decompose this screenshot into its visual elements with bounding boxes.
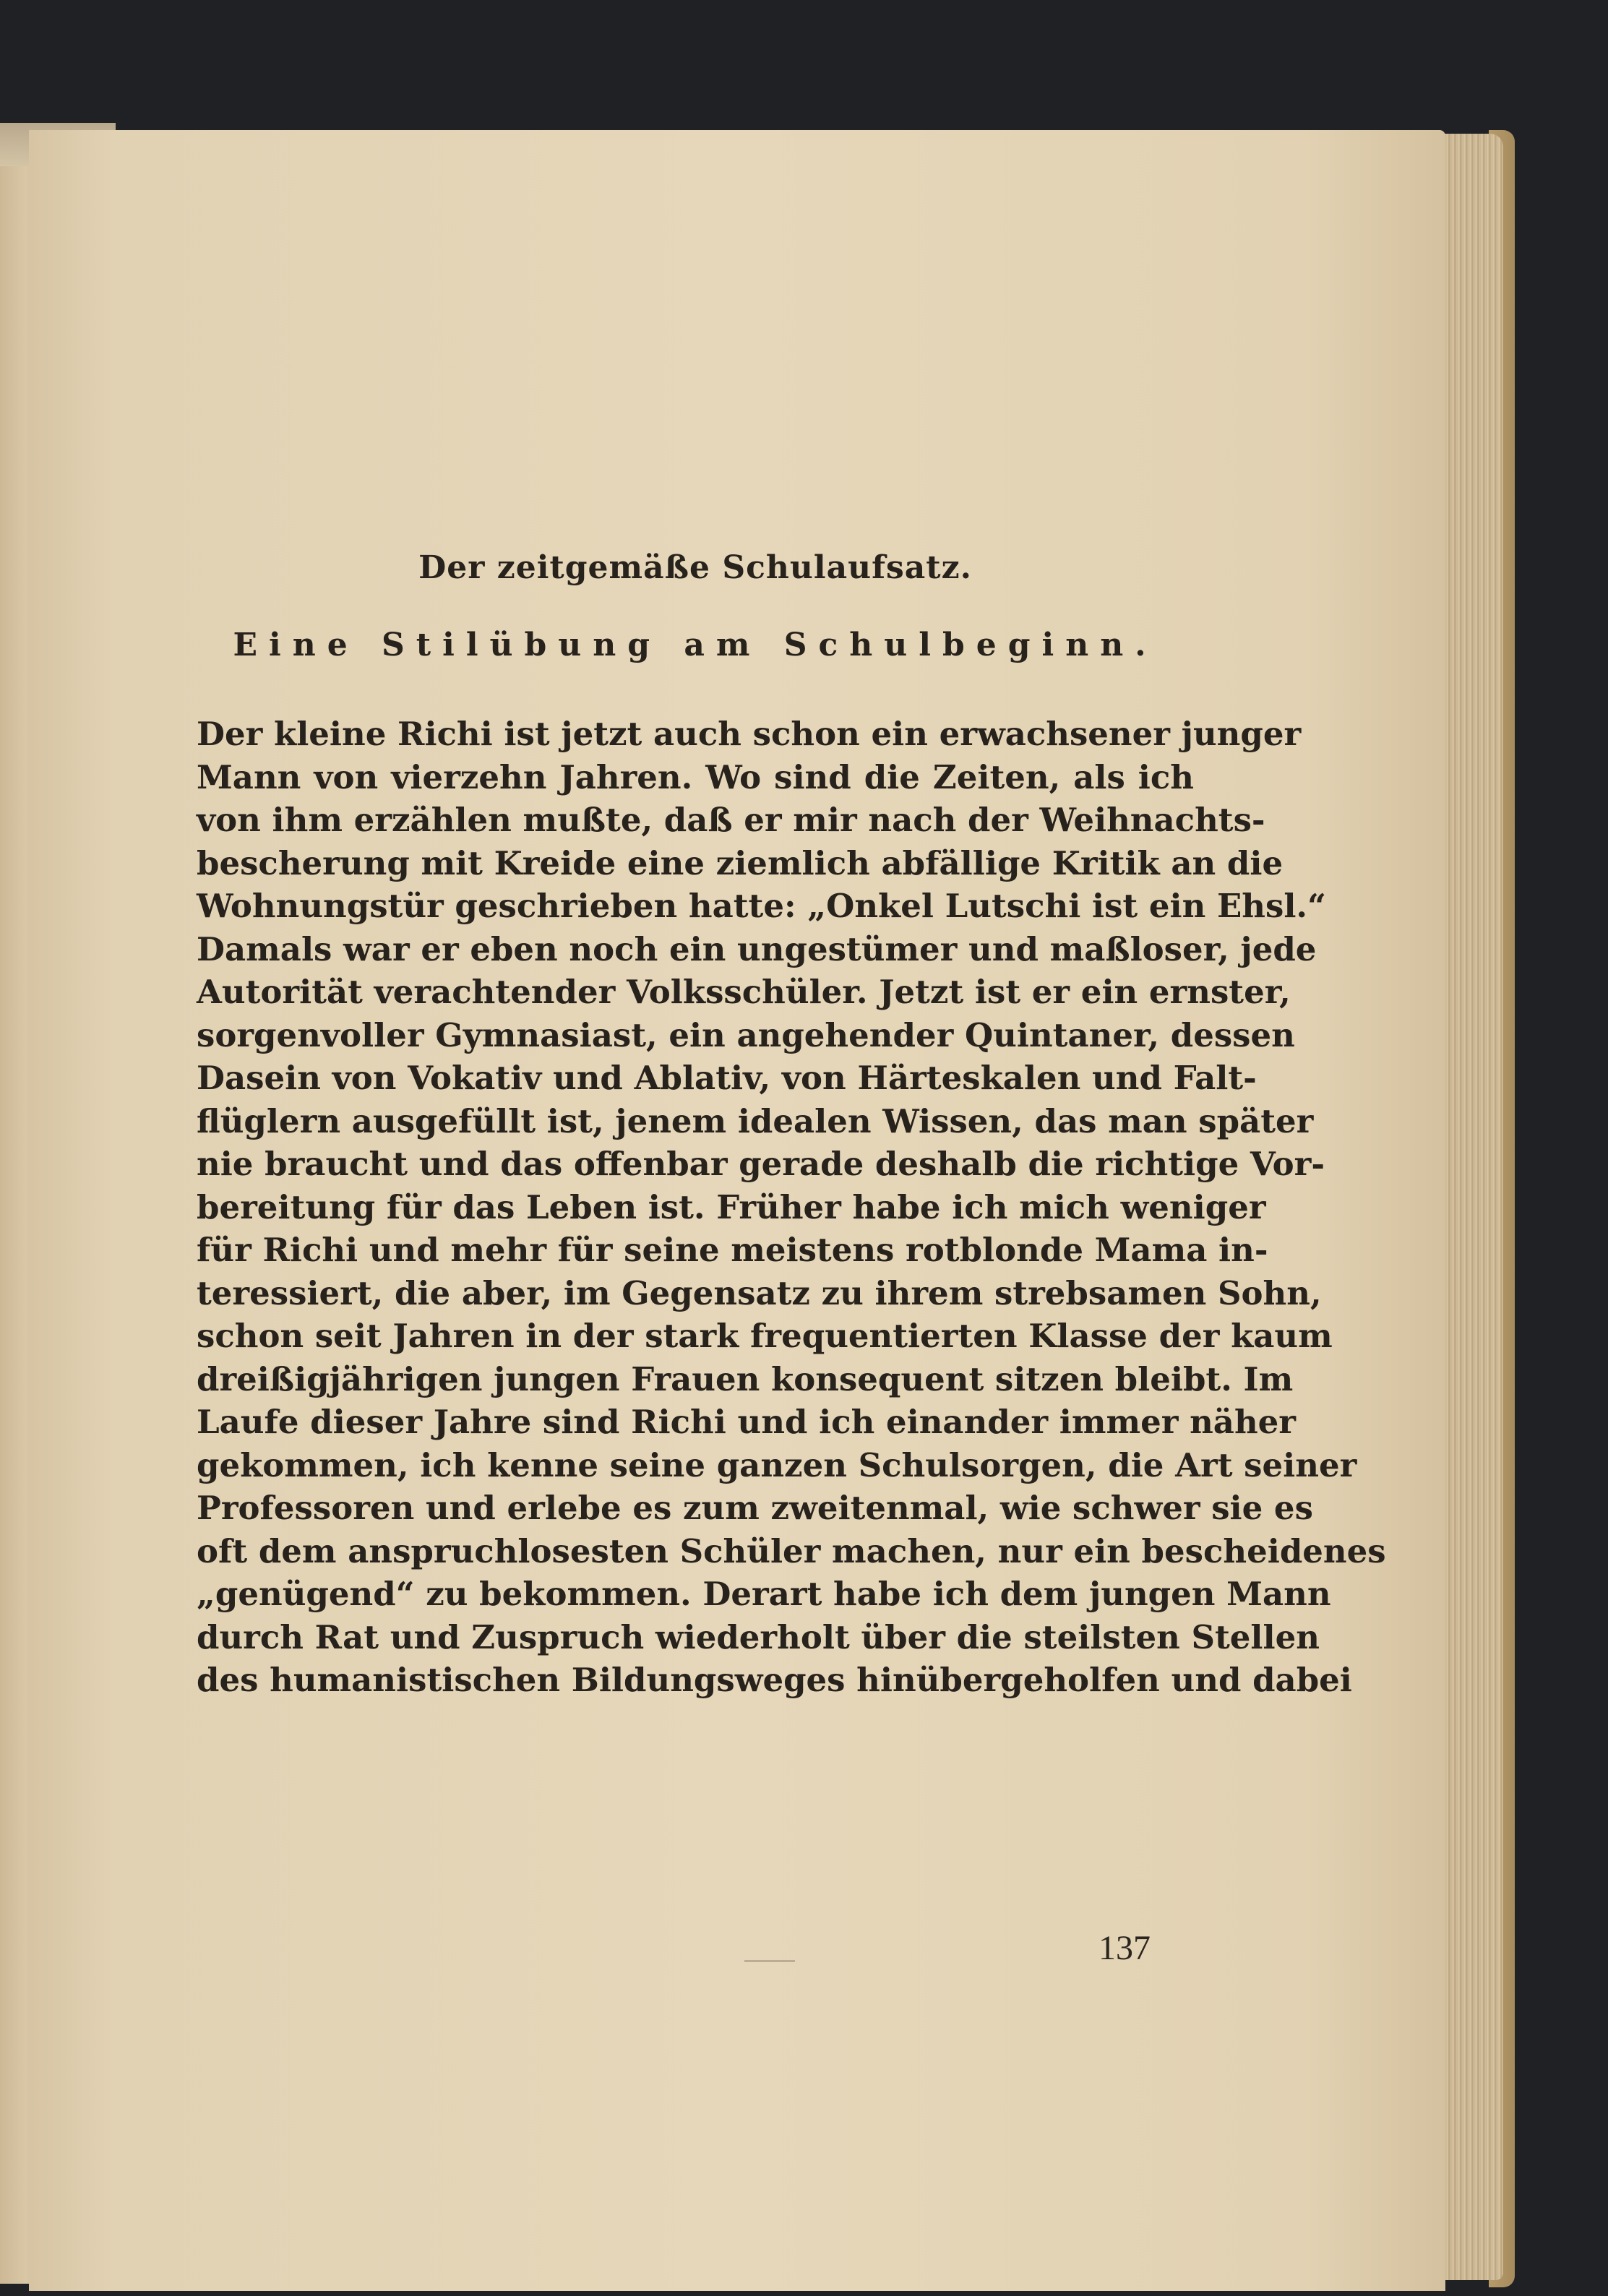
text-line: „genügend“ zu bekommen. Derart habe ich dem jungen Mann: [197, 1575, 1331, 1613]
text-line: gekommen, ich kenne seine ganzen Schulsorgen, die Art seiner: [197, 1445, 1357, 1484]
text-line: Dasein von Vokativ und Ablativ, von Härteskalen und Falt-: [197, 1059, 1257, 1097]
text-line: Laufe dieser Jahre sind Richi und ich einander immer näher: [197, 1403, 1297, 1441]
page-text-block: [197, 549, 1386, 1702]
text-line: dreißigjährigen jungen Frauen konsequent sitzen bleibt. Im: [197, 1359, 1294, 1398]
text-line: Damals war er eben noch ein ungestümer und maßloser, jede: [197, 929, 1317, 968]
text-line: Wohnungstür geschrieben hatte: „Onkel Lutschi ist ein Ehsl.“: [197, 887, 1326, 925]
text-line: flüglern ausgefüllt ist, jenem idealen Wissen, das man später: [197, 1101, 1314, 1140]
text-line: schon seit Jahren in der stark frequentierten Klasse der kaum: [197, 1317, 1333, 1355]
text-line: für Richi und mehr für seine meistens rotblonde Mama in-: [197, 1231, 1268, 1269]
text-line: Der kleine Richi ist jetzt auch schon ein erwachsener junger: [197, 715, 1302, 753]
chapter-title: Der zeitgemäße Schulaufsatz.: [418, 549, 972, 586]
chapter-subtitle: Eine Stilübung am Schulbeginn.: [233, 627, 1158, 663]
text-line: des humanistischen Bildungsweges hinübergeholfen und dabei: [197, 1661, 1352, 1699]
text-line: nie braucht und das offenbar gerade deshalb die richtige Vor-: [197, 1145, 1325, 1183]
text-line: von ihm erzählen mußte, daß er mir nach der Weihnachts-: [197, 801, 1265, 839]
text-line: teressiert, die aber, im Gegensatz zu ihrem strebsamen Sohn,: [197, 1273, 1322, 1312]
text-line: Mann von vierzehn Jahren. Wo sind die Zeiten, als ich: [197, 757, 1194, 796]
text-line: Autorität verachtender Volksschüler. Jetzt ist er ein ernster,: [197, 973, 1291, 1011]
stray-mark: [744, 1960, 795, 1962]
page-number: 137: [1098, 1929, 1151, 1967]
text-line: oft dem anspruchlosesten Schüler machen, nur ein bescheidenes: [197, 1531, 1386, 1570]
text-line: durch Rat und Zuspruch wiederholt über die steilsten Stellen: [197, 1617, 1320, 1656]
text-line: bereitung für das Leben ist. Früher habe ich mich weniger: [197, 1187, 1266, 1226]
text-line: Professoren und erlebe es zum zweitenmal, wie schwer sie es: [197, 1489, 1313, 1527]
text-line: sorgenvoller Gymnasiast, ein angehender Quintaner, dessen: [197, 1015, 1295, 1054]
body-paragraph: [197, 713, 1386, 1702]
text-line: bescherung mit Kreide eine ziemlich abfällige Kritik an die: [197, 843, 1284, 882]
